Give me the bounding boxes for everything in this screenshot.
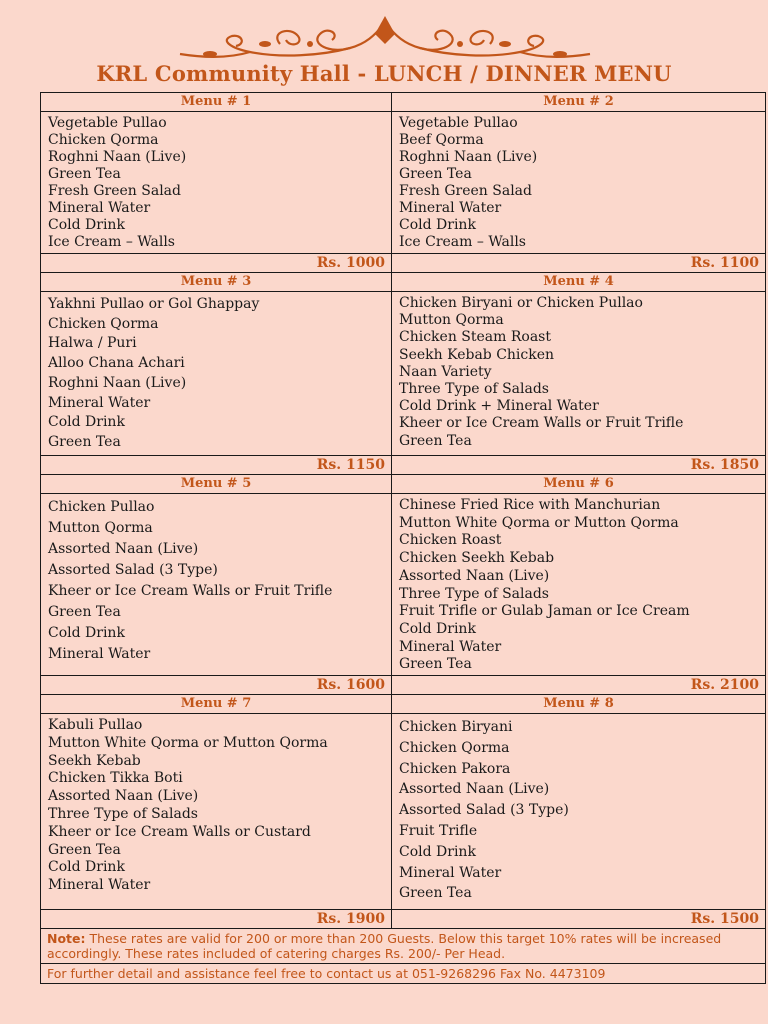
menu-item: Fruit Trifle xyxy=(399,822,478,839)
menu-items xyxy=(41,112,392,254)
menu-header: Menu # 8 xyxy=(392,695,766,714)
menu-item: Kheer or Ice Cream Walls or Custard xyxy=(48,823,311,840)
menu-item: Three Type of Salads xyxy=(48,805,198,822)
menu-item: Green Tea xyxy=(48,433,121,450)
menu-item: Fresh Green Salad xyxy=(399,183,532,199)
menu-item: Assorted Naan (Live) xyxy=(48,788,199,805)
menu-price: Rs. 1150 xyxy=(41,456,392,475)
menu-items xyxy=(41,292,392,456)
menu-item: Alloo Chana Achari xyxy=(48,355,185,372)
menu-item: Cold Drink xyxy=(399,843,476,860)
menu-item: Roghni Naan (Live) xyxy=(48,374,187,391)
menu-items xyxy=(392,112,766,254)
menu-header: Menu # 1 xyxy=(41,93,392,112)
menu-item: Cold Drink xyxy=(48,859,125,876)
menu-price: Rs. 2100 xyxy=(392,676,766,695)
menu-item: Kabuli Pullao xyxy=(48,717,143,733)
menu-item: Mineral Water xyxy=(48,200,151,216)
menu-item: Cold Drink xyxy=(48,217,125,233)
menu-item: Mineral Water xyxy=(399,864,502,881)
menu-item: Fruit Trifle or Gulab Jaman or Ice Cream xyxy=(399,603,690,620)
menu-item: Assorted Naan (Live) xyxy=(399,567,550,584)
menu-item: Roghni Naan (Live) xyxy=(399,149,538,165)
menu-item: Mutton Qorma xyxy=(48,520,153,536)
menu-item: Mineral Water xyxy=(48,877,151,894)
menu-item: Three Type of Salads xyxy=(399,585,549,602)
contact-info: For further detail and assistance feel free to contact us at 051-9268296 Fax No. 4473109 xyxy=(41,964,766,984)
menu-items xyxy=(392,714,766,910)
menu-table xyxy=(40,92,766,984)
menu-item: Green Tea xyxy=(399,656,472,673)
menu-item: Seekh Kebab xyxy=(48,752,141,769)
menu-item: Chicken Biryani xyxy=(399,719,513,735)
menu-item: Assorted Naan (Live) xyxy=(48,541,199,557)
menu-item: Seekh Kebab Chicken xyxy=(399,346,555,363)
menu-item: Kheer or Ice Cream Walls or Fruit Trifle xyxy=(399,415,684,432)
menu-item: Chicken Roast xyxy=(399,532,502,549)
menu-item: Assorted Salad (3 Type) xyxy=(399,802,569,819)
menu-item: Chicken Seekh Kebab xyxy=(399,550,555,567)
menu-price: Rs. 1000 xyxy=(41,254,392,273)
menu-item: Fresh Green Salad xyxy=(48,183,181,199)
page-title: KRL Community Hall - LUNCH / DINNER MENU xyxy=(96,61,672,86)
menu-item: Vegetable Pullao xyxy=(399,115,518,131)
menu-item: Ice Cream – Walls xyxy=(399,234,526,250)
menu-items xyxy=(41,714,392,910)
menu-items xyxy=(41,494,392,676)
menu-item: Cold Drink xyxy=(399,217,476,233)
menu-item: Mineral Water xyxy=(48,646,151,662)
menu-item: Cold Drink + Mineral Water xyxy=(399,398,599,415)
menu-item: Green Tea xyxy=(48,841,121,858)
menu-price: Rs. 1850 xyxy=(392,456,766,475)
menu-item: Green Tea xyxy=(48,166,121,182)
menu-header: Menu # 4 xyxy=(392,273,766,292)
menu-header: Menu # 5 xyxy=(41,475,392,494)
menu-item: Chicken Steam Roast xyxy=(399,329,551,346)
menu-item: Roghni Naan (Live) xyxy=(48,149,187,165)
menu-item: Chicken Qorma xyxy=(48,132,159,148)
rates-note xyxy=(41,929,766,964)
menu-item: Three Type of Salads xyxy=(399,381,549,398)
menu-item: Assorted Naan (Live) xyxy=(399,781,550,798)
note-text: These rates are valid for 200 or more than 200 Guests. Below this target 10% rates will be increased accordingly. These rates included of catering charges Rs. 200/- Per Head. xyxy=(47,931,722,961)
menu-item: Cold Drink xyxy=(48,414,125,431)
menu-item: Mineral Water xyxy=(48,394,151,411)
note-label: Note: xyxy=(47,931,86,946)
menu-item: Kheer or Ice Cream Walls or Fruit Trifle xyxy=(48,583,333,599)
menu-header: Menu # 6 xyxy=(392,475,766,494)
menu-item: Chicken Pullao xyxy=(48,499,155,515)
menu-item: Chicken Qorma xyxy=(399,739,510,756)
menu-price: Rs. 1900 xyxy=(41,910,392,929)
menu-price: Rs. 1100 xyxy=(392,254,766,273)
menu-item: Green Tea xyxy=(48,604,121,620)
menu-item: Chicken Biryani or Chicken Pullao xyxy=(399,295,643,311)
menu-item: Chicken Tikka Boti xyxy=(48,770,183,787)
menu-item: Chicken Pakora xyxy=(399,760,511,777)
decorative-ornament xyxy=(170,14,600,64)
menu-items xyxy=(392,494,766,676)
menu-item: Green Tea xyxy=(399,885,472,902)
menu-item: Assorted Salad (3 Type) xyxy=(48,562,218,578)
menu-header: Menu # 3 xyxy=(41,273,392,292)
menu-header: Menu # 2 xyxy=(392,93,766,112)
menu-item: Cold Drink xyxy=(399,620,476,637)
menu-header: Menu # 7 xyxy=(41,695,392,714)
menu-item: Mineral Water xyxy=(399,638,502,655)
menu-item: Beef Qorma xyxy=(399,132,484,148)
menu-items xyxy=(392,292,766,456)
menu-item: Naan Variety xyxy=(399,363,492,380)
menu-item: Mutton White Qorma or Mutton Qorma xyxy=(48,734,328,751)
menu-item: Chicken Qorma xyxy=(48,315,159,332)
menu-item: Halwa / Puri xyxy=(48,335,137,352)
menu-item: Mutton White Qorma or Mutton Qorma xyxy=(399,514,679,531)
menu-item: Mutton Qorma xyxy=(399,312,504,329)
menu-item: Mineral Water xyxy=(399,200,502,216)
menu-item: Vegetable Pullao xyxy=(48,115,167,131)
menu-price: Rs. 1500 xyxy=(392,910,766,929)
menu-item: Yakhni Pullao or Gol Ghappay xyxy=(48,296,260,312)
menu-price: Rs. 1600 xyxy=(41,676,392,695)
menu-item: Ice Cream – Walls xyxy=(48,234,175,250)
menu-item: Cold Drink xyxy=(48,625,125,641)
menu-item: Green Tea xyxy=(399,432,472,449)
menu-item: Chinese Fried Rice with Manchurian xyxy=(399,497,661,513)
menu-item: Green Tea xyxy=(399,166,472,182)
